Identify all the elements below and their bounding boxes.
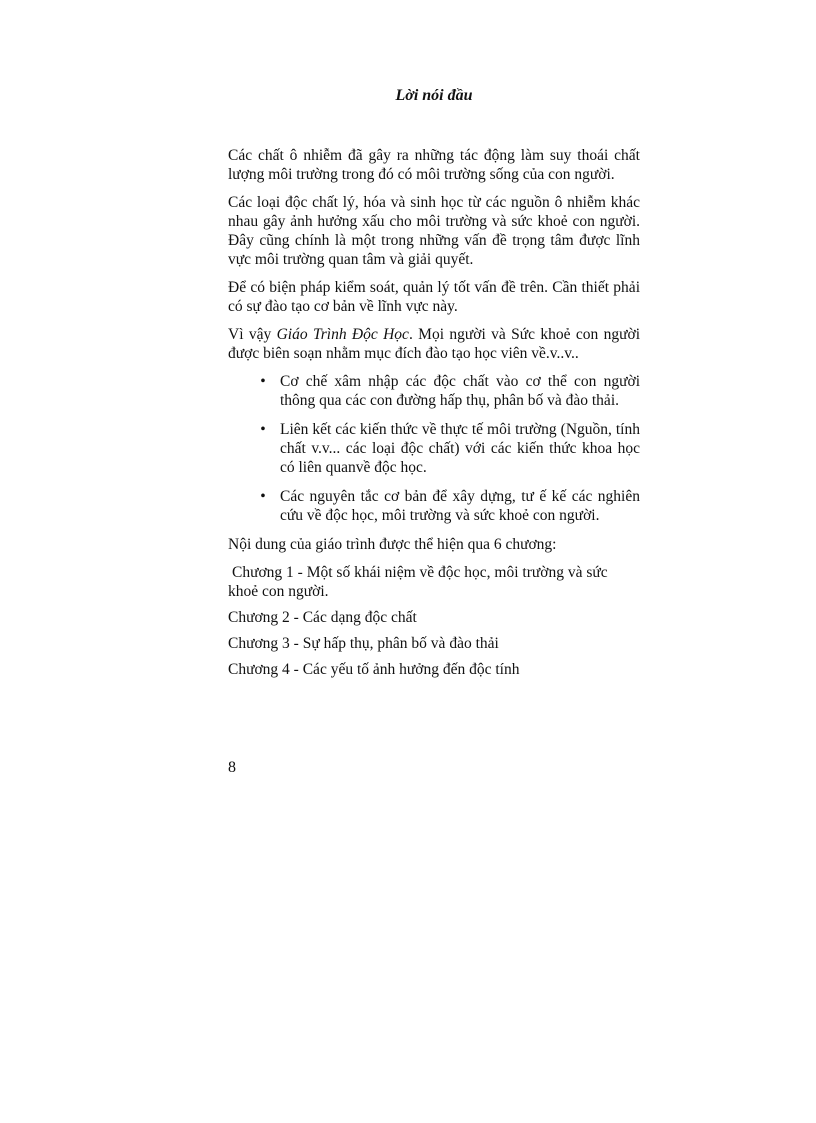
bullet-icon: • <box>260 421 266 438</box>
list-item-text: Các nguyên tắc cơ bản để xây dựng, tư ế kế các nghiên cứu về độc học, môi trường và sức khoẻ con người. <box>280 488 640 524</box>
paragraph-3: Để có biện pháp kiểm soát, quản lý tốt vấn đề trên. Cần thiết phải có sự đào tạo cơ bản về lĩnh vực này. <box>228 279 640 315</box>
intro-suffix: . Mọi người và Sức khoẻ con người được biên soạn nhằm mục đích đào tạo học viên về.v..v.. <box>228 326 641 362</box>
intro-prefix: Vì vậy <box>228 326 277 343</box>
page-title: Lời nói đầu <box>395 87 473 104</box>
page-number: 8 <box>228 759 236 776</box>
list-item-text: Cơ chế xâm nhập các độc chất vào cơ thể con người thông qua các con đường hấp thụ, phân bố và đào thải. <box>280 373 640 409</box>
objectives-list <box>228 372 640 525</box>
bullet-icon: • <box>260 373 266 390</box>
bullet-icon: • <box>260 488 266 505</box>
document-body <box>228 146 640 686</box>
intro-paragraph <box>228 325 640 363</box>
list-item <box>228 420 640 477</box>
list-item <box>228 487 640 525</box>
chapter-item: Chương 4 - Các yếu tố ảnh hưởng đến độc tính <box>228 661 520 678</box>
book-title: Giáo Trình Độc Học <box>276 326 409 343</box>
chapter-item: Chương 3 - Sự hấp thụ, phân bố và đào thải <box>228 635 499 652</box>
chapter-item: Chương 1 - Một số khái niệm về độc học, môi trường và sức khoẻ con người. <box>228 564 608 600</box>
content-intro: Nội dung của giáo trình được thể hiện qua 6 chương: <box>228 536 557 553</box>
list-item-text: Liên kết các kiến thức về thực tế môi trường (Nguồn, tính chất v.v... các loại độc chất) với các kiến thức khoa học có liên quanvề độc học. <box>280 421 640 476</box>
paragraph-1: Các chất ô nhiễm đã gây ra những tác động làm suy thoái chất lượng môi trường trong đó có môi trường sống của con người. <box>228 147 640 183</box>
chapter-item: Chương 2 - Các dạng độc chất <box>228 609 417 626</box>
paragraph-2: Các loại độc chất lý, hóa và sinh học từ các nguồn ô nhiễm khác nhau gây ảnh hưởng xấu cho môi trường và sức khoẻ con người. Đây cũng chính là một trong những vấn đề trọng tâm được lĩnh vực môi trường quan tâm và giải quyết. <box>228 194 640 268</box>
list-item <box>228 372 640 410</box>
